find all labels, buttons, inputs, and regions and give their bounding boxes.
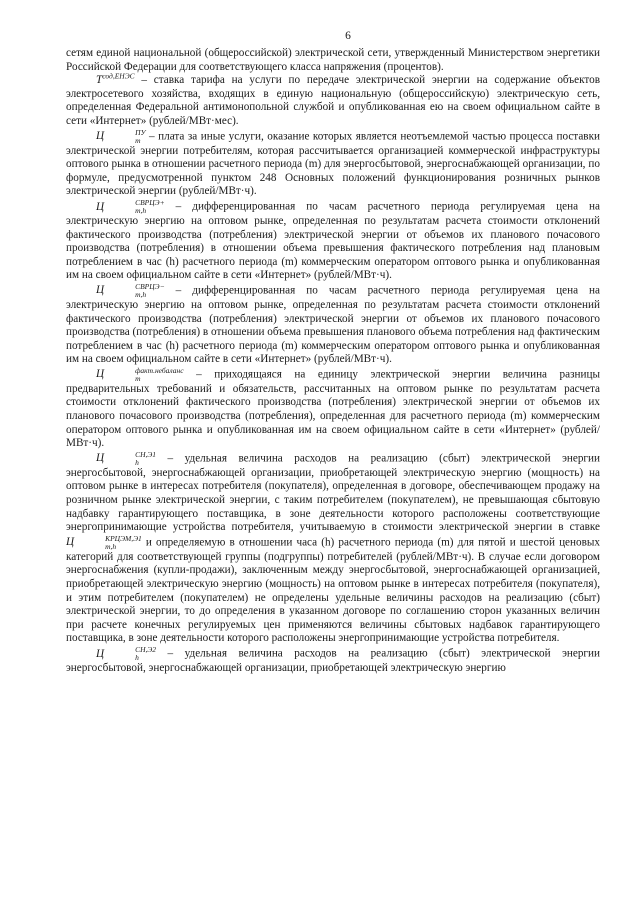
paragraph-continuation: [66, 47, 600, 74]
definition-text-continued: и определяемую в отношении часа (h) расчетного периода (m) для пятой и шестой ценовых категорий для соответствующей группы (подгруппы) потребителей (рублей/МВт·ч). В случае если договором энергоснабжения (купли-продажи), заключенным между энергосбытовой, энергоснабжающей организацией, приобретающей электрическую энергию (мощность) на оптовом рынке в интересах потребителя (покупателя), и этим потребителем (покупателем) не определены удельные величины расходов на реализацию (сбыт) электрической энергии, то до определения в указанном договоре по соглашению сторон указанных величин при расчете конечных регулируемых цен применяются величины сбытовых надбавок гарантирующего поставщика, в зоне деятельности которого расположены энергопринимающие устройства потребителя.: [66, 536, 600, 645]
inline-formula-symbol: Ц КРЦЭМ,Э1 m,h: [66, 533, 142, 551]
definition-text: – плата за иные услуги, оказание которых является неотъемлемой частью процесса поставки электрической энергии потребителям, которая рассчитывается организацией коммерческой инфраструктуры оптового рынка в отношении расчетного периода (m) для энергосбытовой, энергоснабжающей организации, по формуле, предусмотренной пунктом 248 Основных положений функционирования розничных рынков электрической энергии (рублей/МВт·ч).: [66, 130, 600, 198]
definition-sales-cost-e2: [66, 646, 600, 676]
formula-symbol: Ц факт.небаланс m: [96, 365, 184, 383]
formula-symbol: $Т^{сод,ЕНЭС}$: [96, 71, 135, 87]
definition-text: – удельная величина расходов на реализацию (сбыт) электрической энергии энергосбытовой, энергоснабжающей организации, приобретающей электрическую энергию (мощность) на оптовом рынке в интересах потребителя (покупателя), определенная в договоре, обеспечивающем продажу на розничном рынке электрической энергии, с таким потребителем (покупателем), не превышающая сбытовую надбавку гарантирующего поставщика, в зоне деятельности которого расположены соответствующие энергопринимающие устройства потребителя, учитываемую в стоимости электрической энергии в ставке: [66, 452, 600, 534]
definition-tariff-rate: [66, 71, 600, 128]
formula-symbol: Ц СН,Э1 h: [96, 449, 157, 467]
page-number: 6: [345, 30, 351, 42]
formula-symbol: Ц СВРЦЭ+ m,h: [96, 197, 165, 215]
definition-imbalance: [66, 367, 600, 451]
definition-text: – дифференцированная по часам расчетного периода регулируемая цена на электрическую энергию на оптовом рынке, определенная по результатам расчета стоимости отклонений фактического производства (потребления) электрической энергии от объемов их планового почасового производства (потребления) в отношении объема превышения фактического потребления над плановым потреблением в час (h) расчетного периода (m) коммерческим оператором оптового рынка и опубликованная им на своем официальном сайте в сети «Интернет» (рублей/МВт·ч).: [66, 200, 600, 282]
definition-price-minus: [66, 283, 600, 367]
formula-symbol: Ц СВРЦЭ− m,h: [96, 281, 165, 299]
definition-text: – дифференцированная по часам расчетного периода регулируемая цена на электрическую энергию на оптовом рынке, определенная по результатам расчета стоимости отклонений фактического производства (потребления) электрической энергии от объемов их планового почасового производства (потребления) в отношении объема превышения планового объема потребления над фактическим потреблением в час (h) расчетного периода (m) коммерческим оператором оптового рынка и опубликованная им на своем официальном сайте в сети «Интернет» (рублей/МВт·ч).: [66, 284, 600, 366]
definition-other-services-fee: [66, 129, 600, 199]
definition-text: – удельная величина расходов на реализацию (сбыт) электрической энергии энергосбытовой, энергоснабжающей организации, приобретающей электрическую энергию: [66, 647, 600, 674]
paragraph-text: сетям единой национальной (общероссийской) электрической сети, утвержденный Министерством энергетики Российской Федерации для соответствующего класса напряжения (процентов).: [66, 47, 600, 73]
definition-text: – приходящаяся на единицу электрической энергии величина разницы предварительных требований и обязательств, рассчитанных на оптовом рынке по результатам расчета стоимости отклонений фактического производства (потребления) электрической энергии от объемов их планового почасового производства (потребления), определенная для расчетного периода (m) коммерческим оператором оптового рынка и опубликованная им на своем официальном сайте в сети «Интернет» (рублей/МВт·ч).: [66, 368, 600, 450]
definition-price-plus: [66, 199, 600, 283]
formula-symbol: Ц СН,Э2 h: [96, 644, 157, 662]
definition-sales-cost-e1: [66, 451, 600, 646]
formula-symbol: Ц ПУ m: [96, 127, 146, 145]
definition-text: – ставка тарифа на услуги по передаче электрической энергии на содержание объектов электросетевого хозяйства, входящих в единую национальную (общероссийскую) электрическую сеть, определенная Федеральной антимонопольной службой и опубликованная ею на своем официальном сайте в сети «Интернет» (рублей/МВт·мес).: [66, 74, 600, 127]
